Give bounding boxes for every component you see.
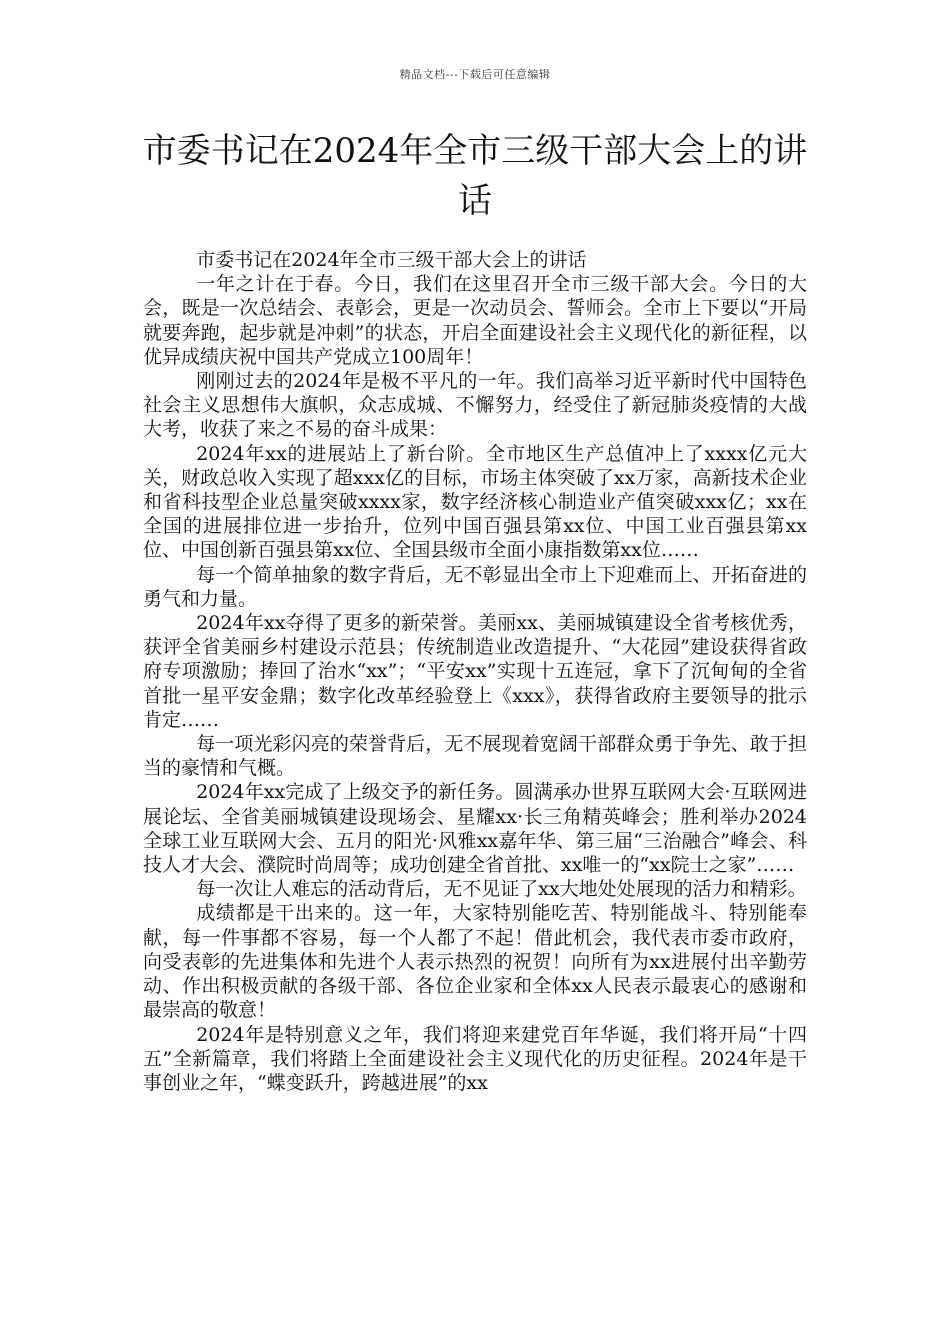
paragraph: 2024年xx的进展站上了新台阶。全市地区生产总值冲上了xxxx亿元大关，财政总收入实现了超xxx亿的目标，市场主体突破了xx万家，高新技术企业和省科技型企业总量突破xxxx家，数字经济核心制造业产值突破xxx亿；xx在全国的进展排位进一步抬升，位列中国百强县第xx位、中国工业百强县第xx位、中国创新百强县第xx位、全国县级市全面小康指数第xx位…… <box>143 442 807 562</box>
paragraph: 每一个简单抽象的数字背后，无不彰显出全市上下迎难而上、开拓奋进的勇气和力量。 <box>143 563 807 610</box>
paragraph: 成绩都是干出来的。这一年，大家特别能吃苦、特别能战斗、特别能奉献，每一件事都不容易，每一个人都了不起！借此机会，我代表市委市政府，向受表彰的先进集体和先进个人表示热烈的祝贺！向所有为xx进展付出辛勤劳动、作出积极贡献的各级干部、各位企业家和全体xx人民表示最衷心的感谢和最崇高的敬意！ <box>143 902 807 1022</box>
document-body <box>143 248 807 1095</box>
header-note: 精品文档---下载后可任意编辑 <box>399 68 551 81</box>
paragraph: 2024年xx夺得了更多的新荣誉。美丽xx、美丽城镇建设全省考核优秀，获评全省美丽乡村建设示范县；传统制造业改造提升、“大花园”建设获得省政府专项激励；捧回了治水“xx”；“平安xx”实现十五连冠，拿下了沉甸甸的全省首批一星平安金鼎；数字化改革经验登上《xxx》，获得省政府主要领导的批示肯定…… <box>143 612 807 731</box>
paragraph: 每一项光彩闪亮的荣誉背后，无不展现着宽阔干部群众勇于争先、敢于担当的豪情和气概。 <box>143 733 807 780</box>
paragraph: 2024年xx完成了上级交予的新任务。圆满承办世界互联网大会·互联网进展论坛、全省美丽城镇建设现场会、星耀xx·长三角精英峰会；胜利举办2024全球工业互联网大会、五月的阳光·风雅xx嘉年华、第三届“三治融合”峰会、科技人才大会、濮院时尚周等；成功创建全省首批、xx唯一的“xx院士之家”…… <box>143 781 807 877</box>
paragraph: 一年之计在于春。今日，我们在这里召开全市三级干部大会。今日的大会，既是一次总结会、表彰会，更是一次动员会、誓师会。全市上下要以“开局就要奔跑，起步就是冲刺”的状态，开启全面建设社会主义现代化的新征程，以优异成绩庆祝中国共产党成立100周年！ <box>143 273 807 368</box>
paragraph: 每一次让人难忘的活动背后，无不见证了xx大地处处展现的活力和精彩。 <box>196 878 807 901</box>
paragraph: 2024年是特别意义之年，我们将迎来建党百年华诞，我们将开局“十四五”全新篇章，我们将踏上全面建设社会主义现代化的历史征程。2024年是干事创业之年，“蝶变跃升，跨越进展”的xx <box>143 1023 807 1094</box>
paragraph: 刚刚过去的2024年是极不平凡的一年。我们高举习近平新时代中国特色社会主义思想伟大旗帜，众志成城、不懈努力，经受住了新冠肺炎疫情的大战大考，收获了来之不易的奋斗成果： <box>143 370 807 441</box>
paragraph: 市委书记在2024年全市三级干部大会上的讲话 <box>196 249 587 271</box>
document-title: 市委书记在2024年全市三级干部大会上的讲话 <box>142 131 808 221</box>
